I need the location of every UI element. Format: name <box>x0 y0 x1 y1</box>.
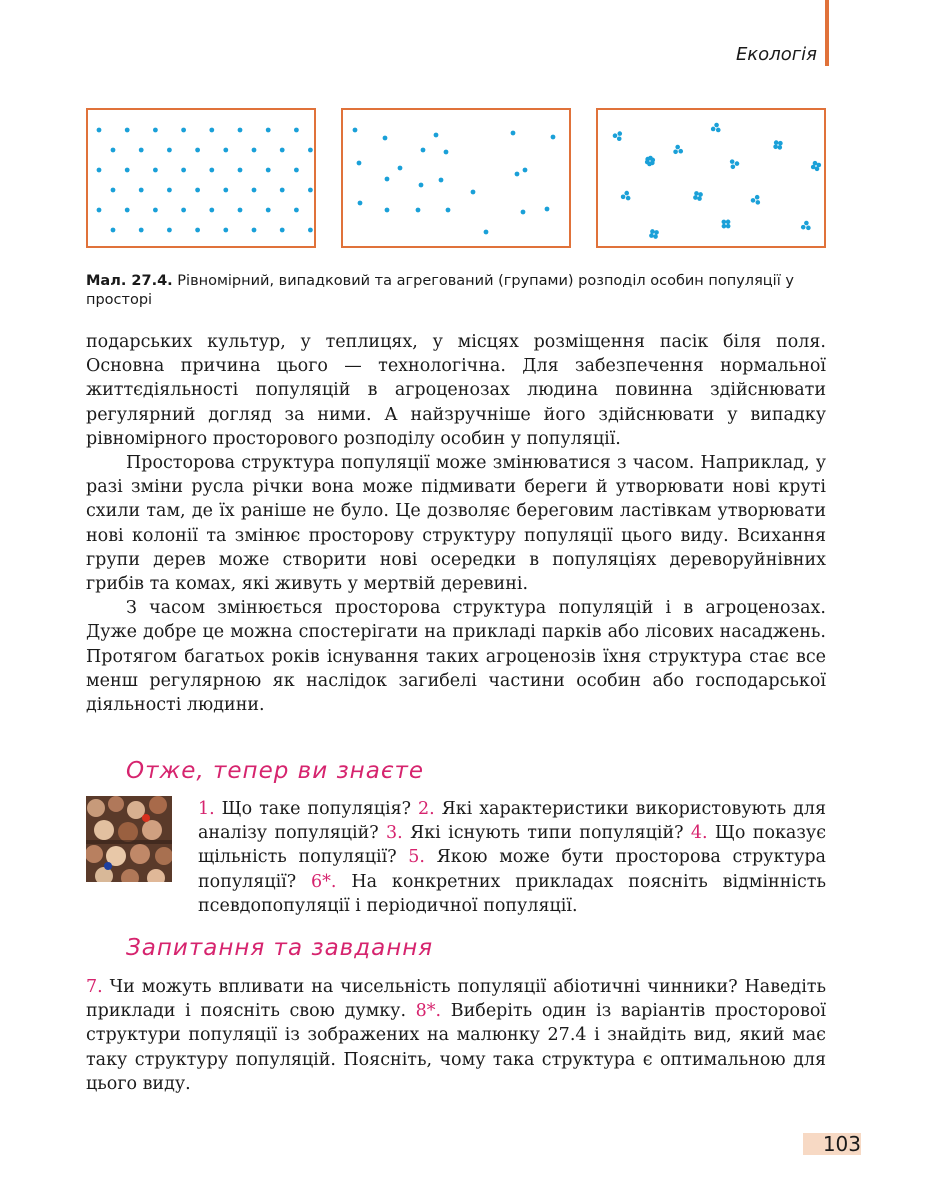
caption-text: Рівномірний, випадковий та агрегований (групами) розподіл особин популяції у просторі <box>86 273 794 308</box>
individual-dot <box>97 128 102 133</box>
individual-dot <box>545 207 550 212</box>
main-text <box>86 330 826 717</box>
individual-dot <box>266 128 271 133</box>
individual-dot <box>714 123 719 128</box>
individual-dot <box>730 159 735 164</box>
individual-dot <box>153 168 158 173</box>
individual-dot <box>358 201 363 206</box>
individual-dot <box>266 208 271 213</box>
question-text: На конкретних прикладах поясніть відмінність псевдопопуляції і періодичної популяції. <box>198 871 826 916</box>
individual-dot <box>421 148 426 153</box>
individual-dot <box>650 161 655 166</box>
random-dots <box>343 110 573 250</box>
individual-dot <box>726 224 731 229</box>
individual-dot <box>280 228 285 233</box>
individual-dot <box>778 141 783 146</box>
individual-dot <box>266 168 271 173</box>
individual-dot <box>434 133 439 138</box>
individual-dot <box>383 136 388 141</box>
header-accent-bar <box>825 0 829 66</box>
tasks-text <box>86 975 826 1096</box>
figure-caption <box>86 272 826 310</box>
individual-dot <box>111 228 116 233</box>
individual-dot <box>521 210 526 215</box>
question-text: Що показує щільність популяції? <box>198 823 826 868</box>
caption-label: Мал. 27.4. <box>86 273 173 289</box>
individual-dot <box>252 188 257 193</box>
task-text: Виберіть один із варіантів просторової структури популяції із зображених на малюнку 27.4 і знайдіть вид, який має таку структуру популяцій. Поясніть, чому така структура є оптимальною для цього виду. <box>86 1001 826 1094</box>
individual-dot <box>385 208 390 213</box>
individual-dot <box>650 229 655 234</box>
individual-dot <box>195 188 200 193</box>
individual-dot <box>419 183 424 188</box>
individual-dot <box>673 149 678 154</box>
individual-dot <box>238 208 243 213</box>
question-number: 1. <box>198 799 215 819</box>
individual-dot <box>353 128 358 133</box>
individual-dot <box>722 224 727 229</box>
panel-aggregated-distribution <box>596 108 826 248</box>
paragraph: подарських культур, у теплицях, у місцях розміщення пасік біля поля. Основна причина цього — технологічна. Для забезпечення нормальної життєдіяльності популяцій в агроценозах людина повинна здійснювати регулярний догляд за ними. А найзручніше його здійснювати у випадку рівномірного просторового розподілу особин у популяції. <box>86 332 826 449</box>
individual-dot <box>722 220 727 225</box>
section-title: Екологія <box>735 44 817 65</box>
individual-dot <box>308 188 313 193</box>
panel-random-distribution <box>341 108 571 248</box>
aggregated-dots <box>598 110 828 250</box>
question-number: 6*. <box>311 871 337 892</box>
task-number: 8*. <box>415 1001 442 1022</box>
question-number: 5. <box>408 847 425 868</box>
individual-dot <box>139 188 144 193</box>
individual-dot <box>439 178 444 183</box>
individual-dot <box>811 165 816 170</box>
individual-dot <box>238 168 243 173</box>
individual-dot <box>167 148 172 153</box>
individual-dot <box>181 128 186 133</box>
individual-dot <box>726 220 731 225</box>
individual-dot <box>294 208 299 213</box>
individual-dot <box>617 136 622 141</box>
question-text: Які існують типи популяцій? <box>402 823 691 844</box>
task-number: 7. <box>86 977 103 997</box>
individual-dot <box>735 161 740 166</box>
individual-dot <box>294 128 299 133</box>
summary-questions <box>86 797 826 918</box>
individual-dot <box>97 208 102 213</box>
individual-dot <box>97 168 102 173</box>
individual-dot <box>223 188 228 193</box>
individual-dot <box>804 221 809 226</box>
individual-dot <box>125 128 130 133</box>
individual-dot <box>716 128 721 133</box>
individual-dot <box>511 131 516 136</box>
individual-dot <box>678 149 683 154</box>
individual-dot <box>446 208 451 213</box>
individual-dot <box>731 164 736 169</box>
individual-dot <box>621 195 626 200</box>
individual-dot <box>649 233 654 238</box>
individual-dot <box>195 228 200 233</box>
individual-dot <box>613 133 618 138</box>
individual-dot <box>167 228 172 233</box>
individual-dot <box>280 188 285 193</box>
individual-dot <box>416 208 421 213</box>
individual-dot <box>624 191 629 196</box>
individual-dot <box>308 148 313 153</box>
individual-dot <box>209 128 214 133</box>
individual-dot <box>139 148 144 153</box>
individual-dot <box>617 131 622 136</box>
individual-dot <box>223 148 228 153</box>
individual-dot <box>223 228 228 233</box>
individual-dot <box>471 190 476 195</box>
question-number: 2. <box>417 799 435 819</box>
individual-dot <box>153 208 158 213</box>
individual-dot <box>515 172 520 177</box>
individual-dot <box>209 168 214 173</box>
individual-dot <box>153 128 158 133</box>
individual-dot <box>551 135 556 140</box>
individual-dot <box>111 148 116 153</box>
individual-dot <box>698 192 703 197</box>
individual-dot <box>385 177 390 182</box>
individual-dot <box>111 188 116 193</box>
individual-dot <box>167 188 172 193</box>
individual-dot <box>777 145 782 150</box>
individual-dot <box>697 196 702 201</box>
individual-dot <box>125 208 130 213</box>
individual-dot <box>675 145 680 150</box>
individual-dot <box>773 144 778 149</box>
uniform-dots <box>88 110 318 250</box>
individual-dot <box>125 168 130 173</box>
individual-dot <box>398 166 403 171</box>
individual-dot <box>181 208 186 213</box>
individual-dot <box>139 228 144 233</box>
individual-dot <box>280 148 285 153</box>
individual-dot <box>523 168 528 173</box>
individual-dot <box>693 195 698 200</box>
individual-dot <box>774 140 779 145</box>
individual-dot <box>484 230 489 235</box>
individual-dot <box>654 230 659 235</box>
question-number: 4. <box>690 823 708 844</box>
individual-dot <box>181 168 186 173</box>
individual-dot <box>801 225 806 230</box>
individual-dot <box>195 148 200 153</box>
individual-dot <box>294 168 299 173</box>
paragraph: Просторова структура популяції може змінюватися з часом. Наприклад, у разі зміни русла річки вона може підмивати береги й утворювати нові круті схили там, де їх раніше не було. Це дозволяє береговим ластівкам утворювати нові колонії та змінює просторову структуру популяції цього виду. Всихання групи дерев може створити нові осередки в популяціях дереворуйнівних грибів та комах, які живуть у мертвій деревині. <box>86 453 826 595</box>
summary-heading: Отже, тепер ви знаєте <box>126 758 424 784</box>
question-text: Що таке популяція? <box>214 799 418 819</box>
question-number: 3. <box>386 823 403 844</box>
tasks-heading: Запитання та завдання <box>126 935 434 961</box>
individual-dot <box>357 161 362 166</box>
question-text: Якою може бути просторова структура популяції? <box>198 847 826 892</box>
individual-dot <box>755 195 760 200</box>
individual-dot <box>252 148 257 153</box>
paragraph: З часом змінюється просторова структура популяцій і в агроценозах. Дуже добре це можна спостерігати на прикладі парків або лісових насаджень. Протягом багатьох років існування таких агроценозів їхня структура стає все менш регулярною як наслідок загибелі частини особин або господарської діяльності людини. <box>86 598 826 716</box>
individual-dot <box>653 234 658 239</box>
individual-dot <box>252 228 257 233</box>
individual-dot <box>626 196 631 201</box>
individual-dot <box>751 198 756 203</box>
individual-dot <box>806 226 811 231</box>
individual-dot <box>238 128 243 133</box>
individual-dot <box>209 208 214 213</box>
panel-uniform-distribution <box>86 108 316 248</box>
individual-dot <box>308 228 313 233</box>
individual-dot <box>756 200 761 205</box>
individual-dot <box>711 127 716 132</box>
question-text: Які характеристики використовують для аналізу популяцій? <box>198 799 826 844</box>
individual-dot <box>444 150 449 155</box>
page-number: 103 <box>822 1132 861 1156</box>
task-text: Чи можуть впливати на чисельність популяції абіотичні чинники? Наведіть приклади і поясніть свою думку. <box>86 977 826 1022</box>
individual-dot <box>694 191 699 196</box>
